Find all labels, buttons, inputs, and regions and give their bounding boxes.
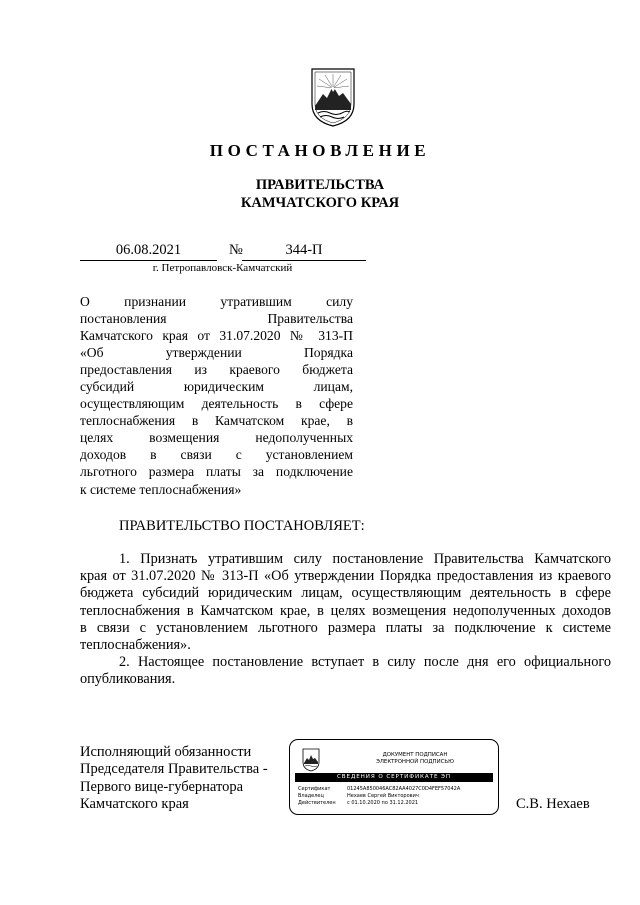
authority-line: ПРАВИТЕЛЬСТВА [255,177,385,193]
subject-line: субсидий юридическим лицам, [80,379,353,395]
body-line: края от 31.07.2020 № 313-П «Об утверждении Порядка предоставления из краевого [80,568,611,585]
subject-line: предоставления из краевого бюджета [80,362,353,378]
stamp-row-value: с 01.10.2020 по 31.12.2021 [347,800,419,806]
body-line: бюджета субсидий юридическим лицам, осуществляющим деятельность в сфере [80,585,611,602]
signatory-line: Исполняющий обязанности [80,744,252,760]
stamp-header-line: ЭЛЕКТРОННОЙ ПОДПИСЬЮ [376,759,454,765]
stamp-row-value: Нехаев Сергей Викторович [347,793,419,799]
date-number-row [80,242,365,262]
stamp-row [298,800,460,807]
city-line: г. Петропавловск-Камчатский [152,262,293,274]
stamp-row [298,793,460,800]
body-text [80,551,611,689]
stamp-details [298,786,460,807]
subject-line: Камчатского края от 31.07.2020 № 313-П [80,328,353,344]
number-sign: № [229,242,243,258]
stamp-header-line: ДОКУМЕНТ ПОДПИСАН [382,752,448,758]
stamp-row-label: Действителен [298,800,336,806]
body-line: теплоснабжения». [80,636,191,653]
document-number: 344-П [242,242,366,261]
subject-line: теплоснабжения в Камчатском крае, в [80,413,353,429]
stamp-row [298,786,460,793]
signatory-line: Председателя Правительства - [80,761,268,778]
stamp-certificate-bar: СВЕДЕНИЯ О СЕРТИФИКАТЕ ЭП [295,773,493,782]
signer-name: С.В. Нехаев [516,796,590,812]
signatory-line: Первого вице-губернатора [80,778,244,795]
subject-line: целях возмещения недополученных [80,430,353,446]
subject-line: «Об утверждении Порядка [80,345,353,361]
stamp-emblem-icon [302,748,320,772]
signatory-line: Камчатского края [80,796,189,813]
signatory-position [80,744,268,814]
issuing-authority [0,176,640,212]
stamp-row-label: Сертификат [298,786,331,792]
electronic-signature-stamp [289,739,499,815]
document-date: 06.08.2021 [80,242,217,261]
body-line: теплоснабжения в Камчатском крае, в целях возмещения недополученных доходов [80,602,611,619]
document-type-title: ПОСТАНОВЛЕНИЕ [209,141,431,160]
body-line: в связи с установлением льготного размера платы за подключение к системе [80,619,611,636]
stamp-row-label: Владелец [298,793,324,799]
subject-line: О признании утратившим силу [80,294,353,309]
authority-line: КАМЧАТСКОГО КРАЯ [240,195,400,211]
subject-line: постановления Правительства [80,311,353,327]
subject-line: доходов в связи с установлением [80,447,353,463]
stamp-row-value: 01245A850046AC82AA4027C0D4FEF57042A [347,786,461,792]
subject-line: осуществляющим деятельность в сфере [80,396,353,412]
body-line: 2. Настоящее постановление вступает в силу после дня его официального [119,654,611,671]
decree-statement: ПРАВИТЕЛЬСТВО ПОСТАНОВЛЯЕТ: [119,518,365,534]
body-line: опубликования. [80,671,176,688]
subject-line: льготного размера платы за подключение [80,464,353,480]
subject-block [80,293,353,498]
body-line: 1. Признать утратившим силу постановление Правительства Камчатского [119,551,611,567]
stamp-header [335,752,495,766]
subject-line: к системе теплоснабжения» [80,481,242,497]
kamchatka-emblem [309,66,357,128]
